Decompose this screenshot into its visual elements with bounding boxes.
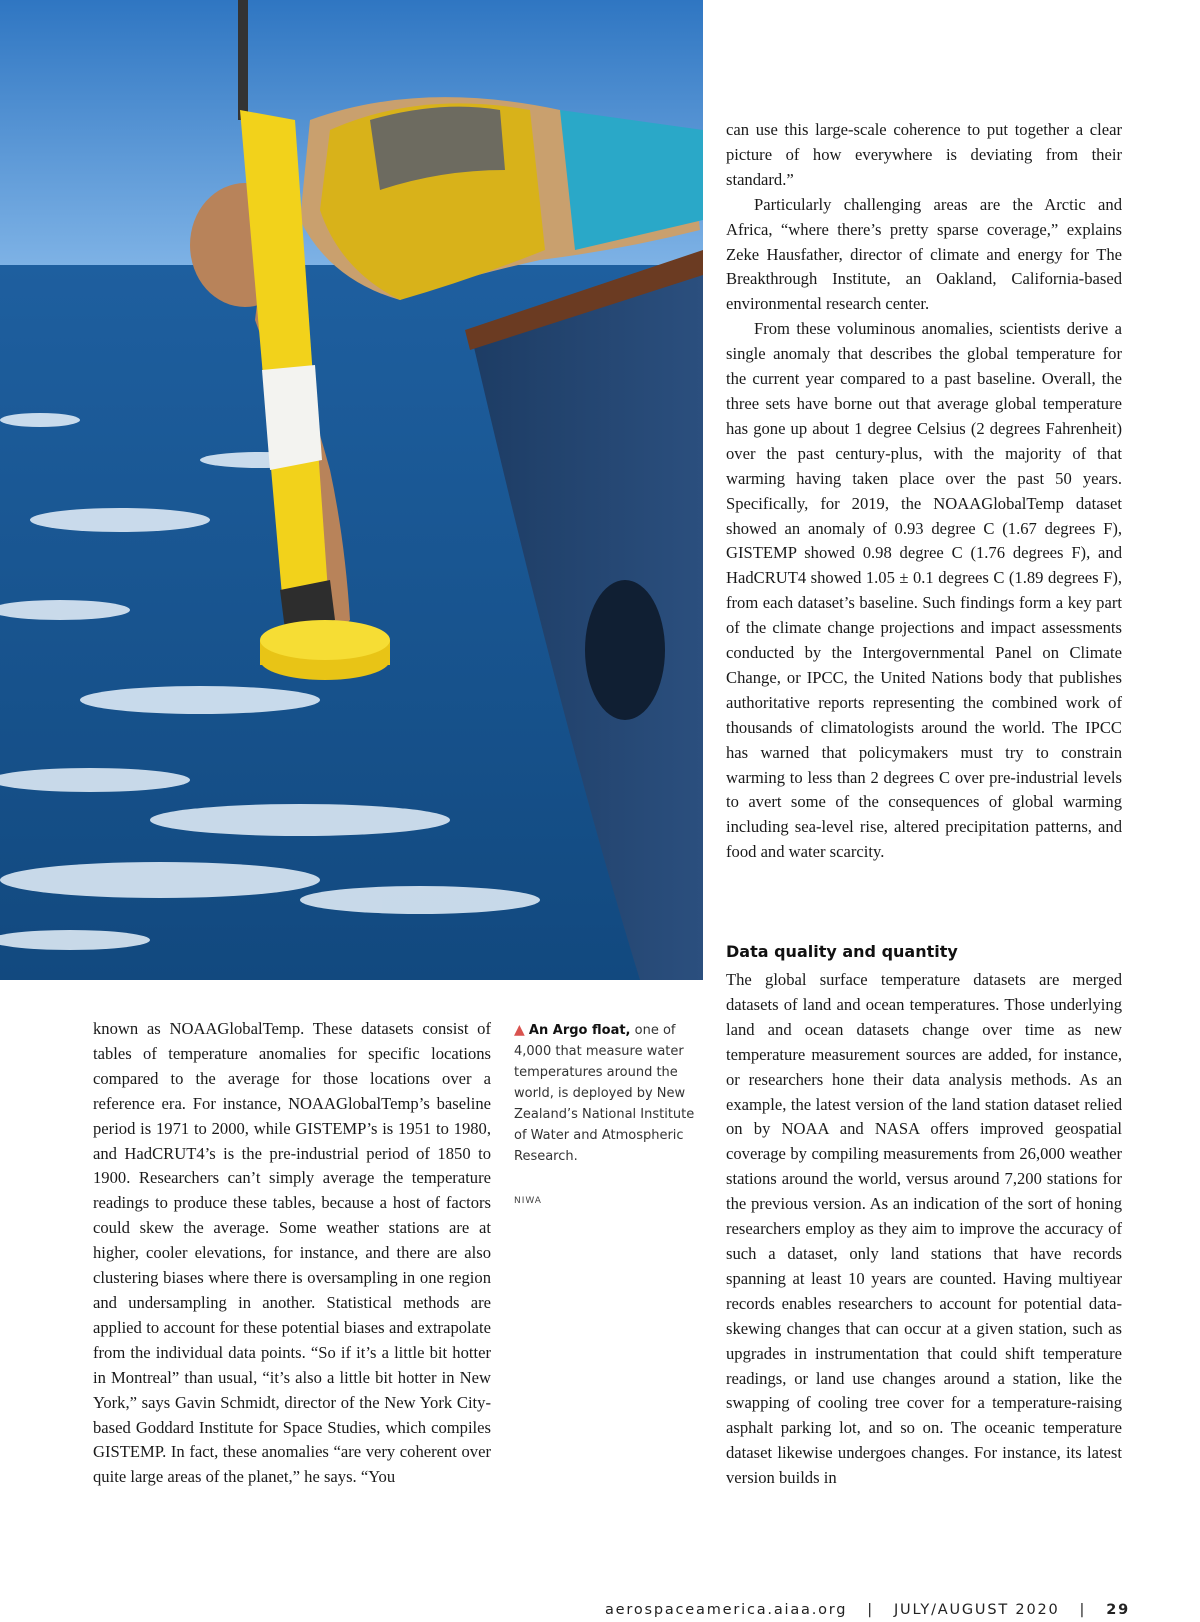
- right-paragraph-1: can use this large-scale coherence to put together a clear picture of how everywhere is deviating from their standard.”: [726, 120, 1122, 189]
- footer-issue: JULY/AUGUST 2020: [893, 1602, 1060, 1618]
- page-footer: [605, 1598, 1130, 1622]
- page-number: 29: [1106, 1602, 1130, 1618]
- photo-illustration: [0, 0, 703, 980]
- right-column-top: [726, 118, 1122, 865]
- right-column-bottom: [726, 968, 1122, 1491]
- triangle-icon: ▲: [514, 1022, 525, 1038]
- right-paragraph-3: From these voluminous anomalies, scientists derive a single anomaly that describes the global temperature for the current year compared to a past baseline. Overall, the three sets have borne out that average global temperature has gone up about 1 degree Celsius (2 degrees Fahrenheit) over the past century-plus, with the majority of that warming having taken place over the past 50 years. Specifically, for 2019, the NOAAGlobalTemp dataset showed an anomaly of 0.93 degree C (1.67 degrees F), GISTEMP showed 0.98 degree C (1.76 degrees F), and HadCRUT4 showed 1.05 ± 0.1 degrees C (1.89 degrees F), from each dataset’s baseline. Such findings form a key part of the climate change projections and impact assessments conducted by the Intergovernmental Panel on Climate Change, or IPCC, the United Nations body that publishes authoritative reports representing the combined work of thousands of climatologists around the world. The IPCC has warned that policymakers must try to constrain warming to less than 2 degrees C over pre-industrial levels to avert some of the consequences of global warming including sea-level rise, altered precipitation patterns, and food and water scarcity.: [726, 319, 1122, 862]
- footer-site: aerospaceamerica.aiaa.org: [604, 1602, 848, 1618]
- right-paragraph-4: The global surface temperature datasets are merged datasets of land and ocean temperatures. Those underlying land and ocean datasets change over time as new temperature measurement sources are added, for instance, or researchers hone their data analysis methods. As an example, the latest version of the land station dataset relied on by NOAA and NASA offers improved geospatial coverage by compiling measurements from 26,000 weather stations around the world, versus around 7,200 stations for the previous version. As an indication of the sort of honing researchers employ as they aim to improve the accuracy of such a dataset, only land stations that have records spanning at least 10 years are counted. Having multiyear records enables researchers to account for potential data-skewing changes that can occur at a given station, such as upgrades in instrumentation that could shift temperature readings, or land use changes around a station, like the swapping of cooling tree cover for a temperature-raising asphalt parking lot, and so on. The oceanic temperature dataset likewise undergoes changes. For instance, its latest version builds in: [726, 970, 1122, 1488]
- caption-body: one of 4,000 that measure water temperatures around the world, is deployed by New Zealand’s National Institute of Water and Atmospheric Research.: [514, 1023, 695, 1164]
- photo-caption: [514, 1020, 700, 1167]
- left-column: [93, 1017, 491, 1490]
- footer-separator-1: |: [867, 1602, 874, 1618]
- left-paragraph-1: known as NOAAGlobalTemp. These datasets consist of tables of temperature anomalies for specific locations compared to the average for those locations over a reference era. For instance, NOAAGlobalTemp’s baseline period is 1971 to 2000, while GISTEMP’s is 1951 to 1980, and HadCRUT4’s is the pre-industrial period of 1850 to 1900. Researchers can’t simply average the temperature readings to produce these tables, because a host of factors could skew the average. Some weather stations are at higher, cooler elevations, for instance, and there are also clustering biases where there is oversampling in one region and undersampling in another. Statistical methods are applied to account for these potential biases and extrapolate from the individual data points. “So if it’s a little bit hotter in Montreal” than usual, “it’s also a little bit hotter in New York,” says Gavin Schmidt, director of the New York City-based Goddard Institute for Space Studies, which compiles GISTEMP. In fact, these anomalies “are very coherent over quite large areas of the planet,” he says. “You: [93, 1019, 491, 1487]
- caption-lead: An Argo float,: [528, 1023, 631, 1038]
- footer-separator-2: |: [1079, 1602, 1087, 1618]
- section-heading: Data quality and quantity: [726, 942, 958, 961]
- photo-credit: NIWA: [514, 1196, 542, 1206]
- right-paragraph-2: Particularly challenging areas are the Arctic and Africa, “where there’s pretty sparse coverage,” explains Zeke Hausfather, director of climate and energy for The Breakthrough Institute, an Oakland, California-based environmental research center.: [726, 194, 1122, 314]
- argo-float-photo: [0, 0, 703, 980]
